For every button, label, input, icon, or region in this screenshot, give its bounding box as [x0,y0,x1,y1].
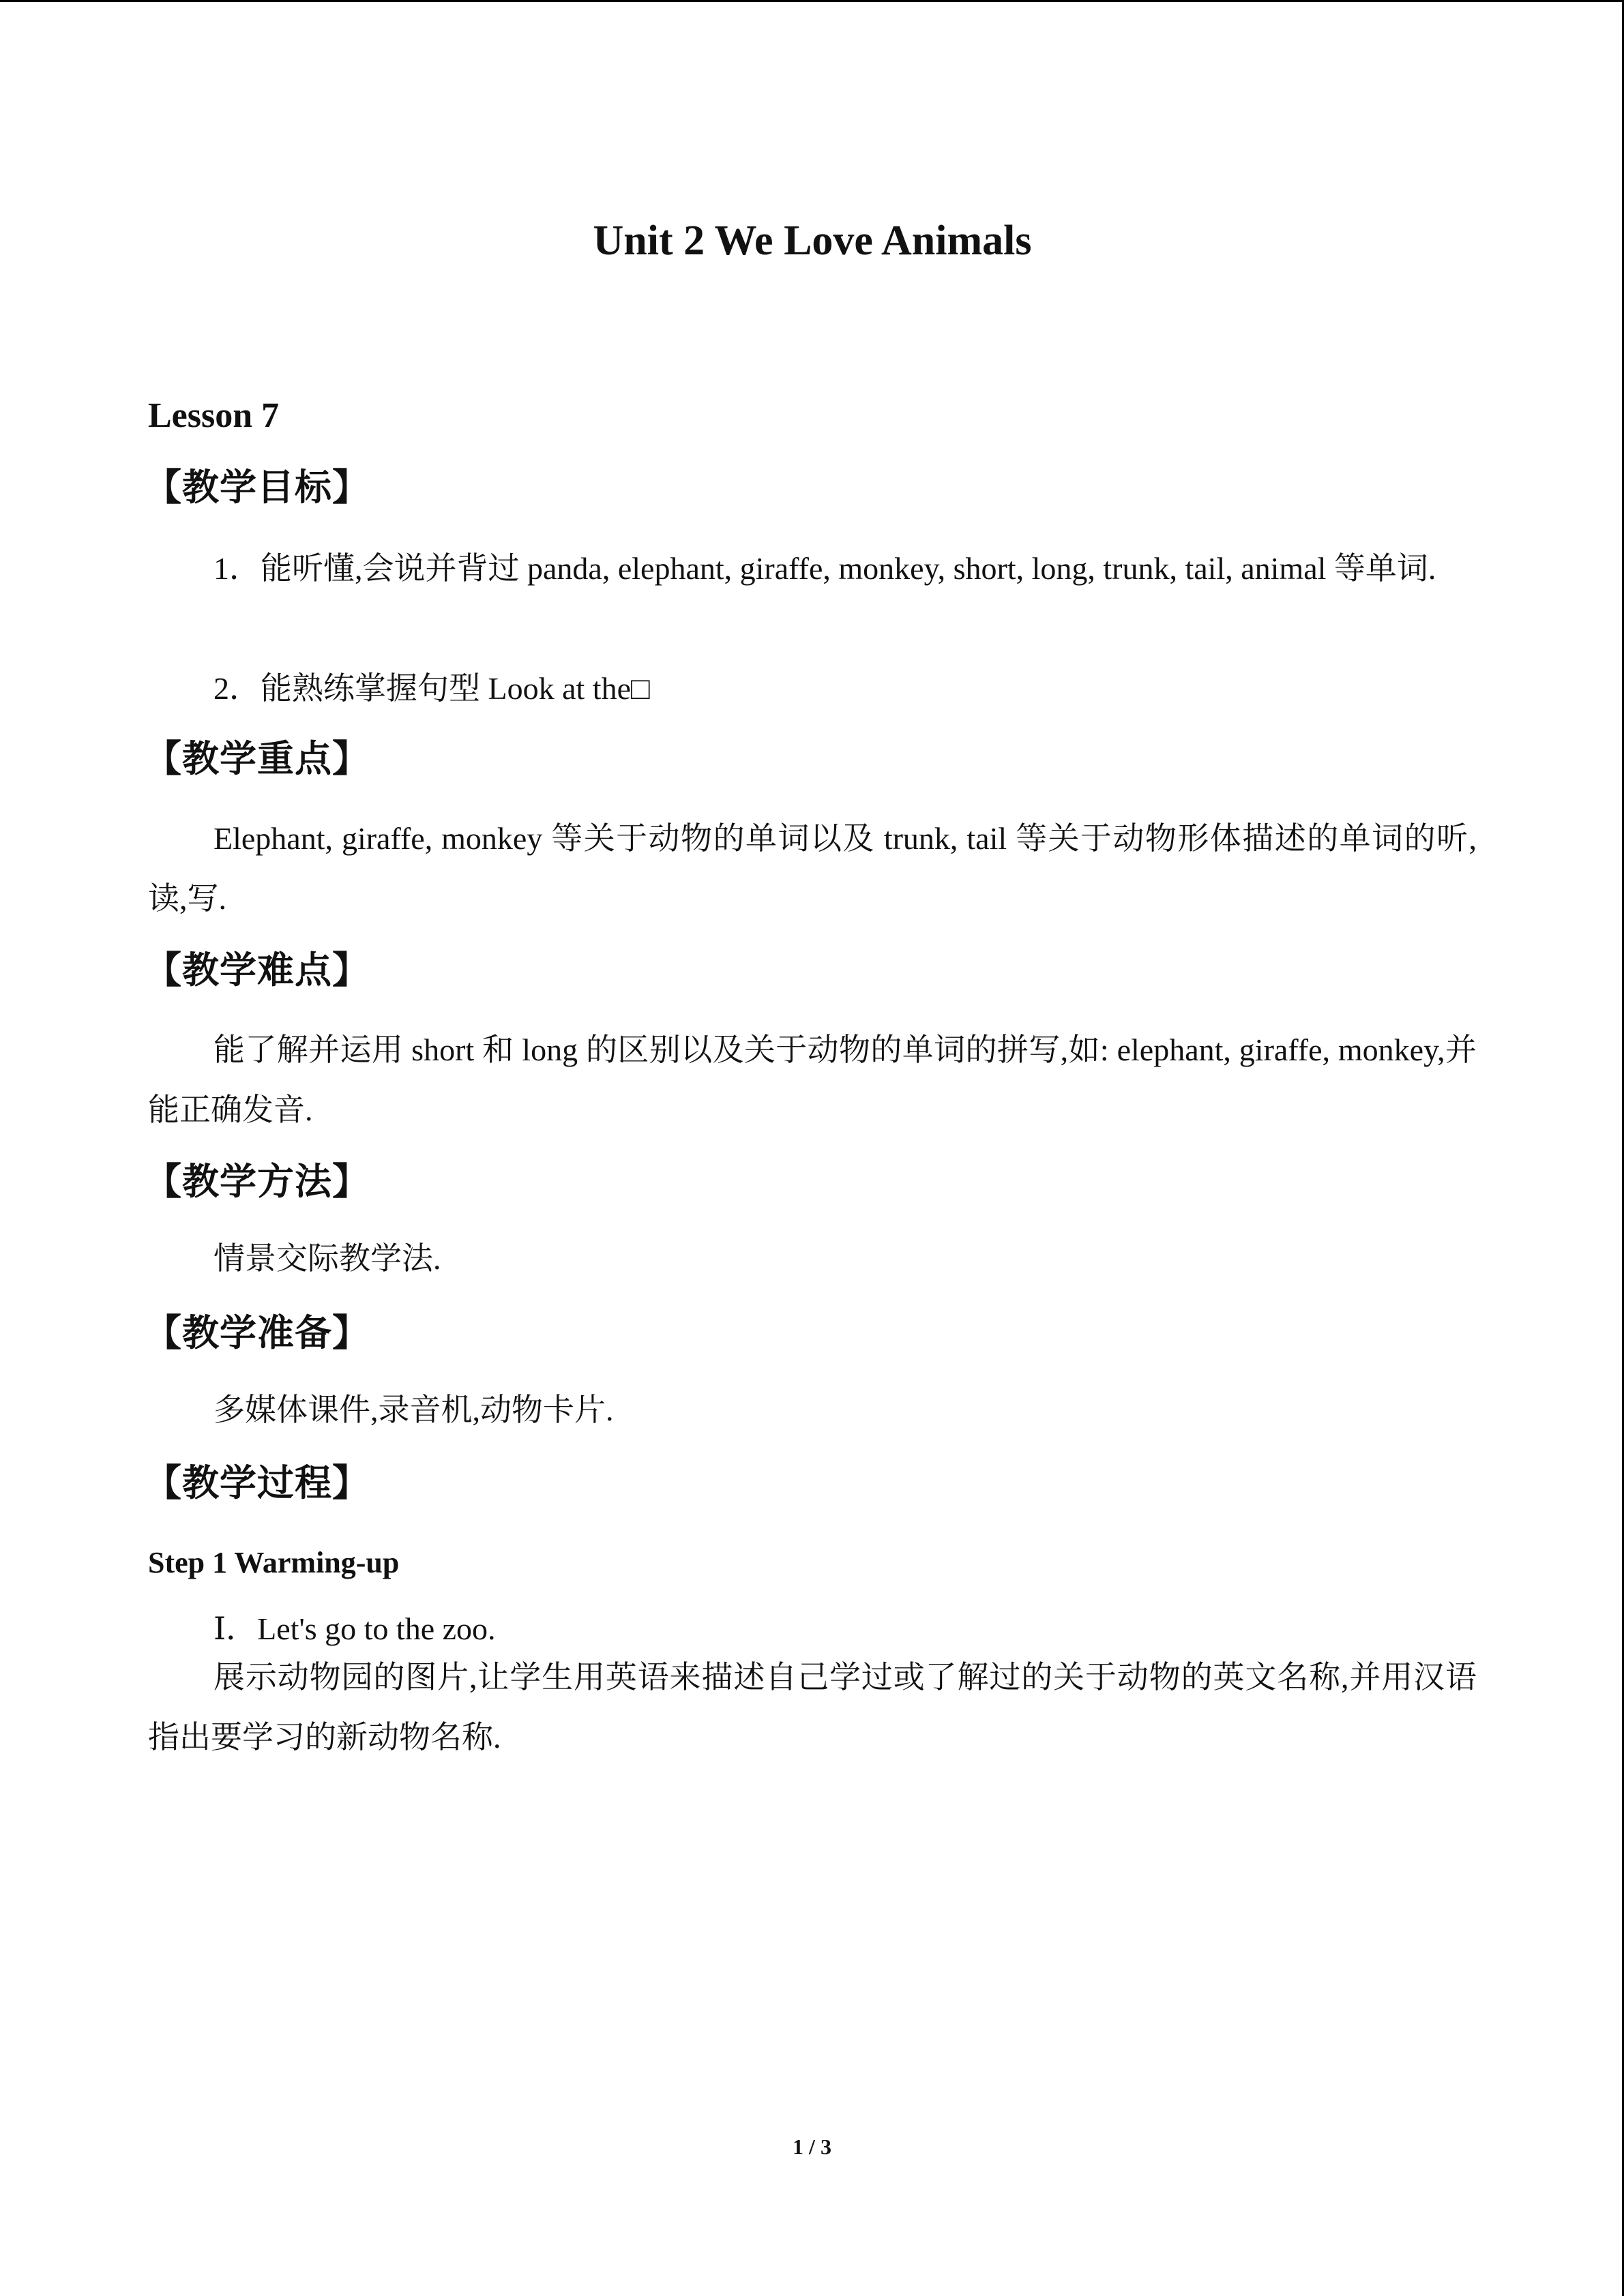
objective-item-1: 1．能听懂,会说并背过 panda, elephant, giraffe, monkey, short, long, trunk, tail, animal 等单词. [213,551,1436,586]
methods-text: 情景交际教学法. [213,1241,441,1276]
document-title: Unit 2 We Love Animals [593,218,1032,264]
step1-text: 展示动物园的图片,让学生用英语来描述自己学过或了解过的关于动物的英文名称,并用汉语指出要学习的新动物名称. [148,1660,1477,1755]
key-points-heading: 【教学重点】 [145,737,370,780]
process-heading: 【教学过程】 [145,1461,370,1504]
step1-heading: Step 1 Warming-up [148,1546,400,1579]
objectives-heading: 【教学目标】 [145,466,370,509]
page-border-top [0,0,1624,2]
page-number: 1 / 3 [793,2134,831,2159]
preparation-text: 多媒体课件,录音机,动物卡片. [213,1392,614,1427]
preparation-heading: 【教学准备】 [145,1311,370,1354]
objective-item-2: 2．能熟练掌握句型 Look at the□ [213,671,650,706]
lesson-heading: Lesson 7 [148,396,280,435]
difficulties-text: 能了解并运用 short 和 long 的区别以及关于动物的单词的拼写,如: elephant, giraffe, monkey,并能正确发音. [148,1032,1477,1127]
methods-heading: 【教学方法】 [145,1160,370,1203]
difficulties-heading: 【教学难点】 [145,949,370,992]
key-points-text: Elephant, giraffe, monkey 等关于动物的单词以及 trunk, tail 等关于动物形体描述的单词的听,读,写. [148,821,1477,916]
step1-sub-item: Ⅰ．Let's go to the zoo. [213,1611,496,1646]
